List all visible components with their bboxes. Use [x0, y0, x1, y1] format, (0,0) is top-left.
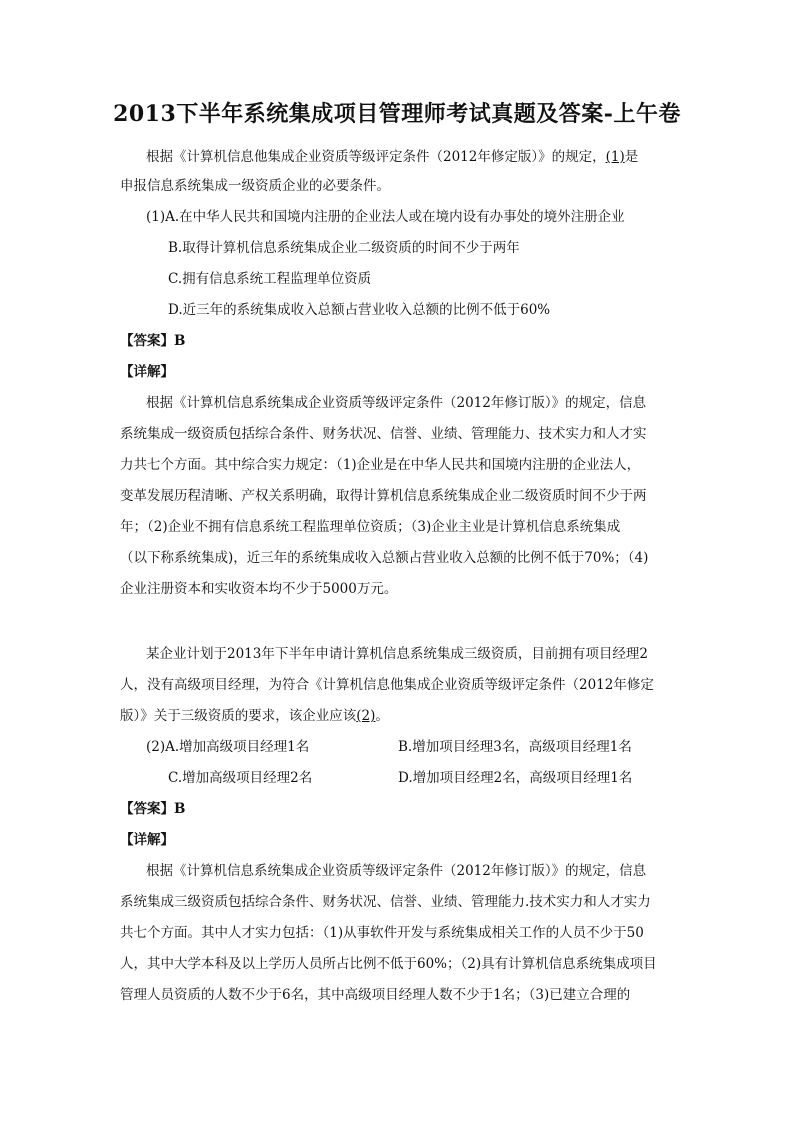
q1-detail-label: 【详解】 [120, 364, 174, 380]
q2-stem-line1: 某企业计划于2013年下半年申请计算机信息系统集成三级资质，目前拥有项目经理2 [146, 646, 648, 662]
q2-answer: 【答案】B [120, 801, 186, 817]
q1-option-a: (1)A.在中华人民共和国境内注册的企业法人或在境内设有办事处的境外注册企业 [146, 209, 625, 225]
q1-detail-line: 变革发展历程清晰、产权关系明确，取得计算机信息系统集成企业二级资质时间不少于两 [120, 488, 647, 504]
q1-detail-line: 力共七个方面。其中综合实力规定：（1)企业是在中华人民共和国境内注册的企业法人， [120, 457, 641, 473]
q2-blank: (2) [356, 708, 376, 724]
q1-stem-line1 [146, 146, 638, 168]
q2-option-a: (2)A.增加高级项目经理1名 [146, 739, 310, 755]
document-title: 2013下半年系统集成项目管理师考试真题及答案-上午卷 [113, 101, 681, 127]
q1-detail-line: 系统集成一级资质包括综合条件、财务状况、信誉、业绩、管理能力、技术实力和人才实 [120, 426, 647, 442]
q1-option-c: C.拥有信息系统工程监理单位资质 [168, 271, 372, 287]
q2-option-b: B.增加项目经理3名，高级项目经理1名 [398, 739, 632, 755]
q2-detail-label: 【详解】 [120, 832, 174, 848]
q1-stem-line2: 申报信息系统集成一级资质企业的必要条件。 [120, 178, 390, 194]
q2-stem-line2: 人，没有高级项目经理，为符合《计算机信息他集成企业资质等级评定条件（2012年修定 [120, 677, 654, 693]
q1-detail-line: 企业注册资本和实收资本均不少于5000万元。 [120, 581, 398, 597]
q2-detail-line: 根据《计算机信息系统集成企业资质等级评定条件（2012年修订版）》的规定，信息 [146, 863, 647, 879]
q2-stem-pre: 版）》关于三级资质的要求，该企业应该 [120, 708, 357, 724]
q2-option-c: C.增加高级项目经理2名 [168, 770, 313, 786]
q1-stem-post: 是 [624, 149, 639, 165]
q2-detail-line: 人，其中大学本科及以上学历人员所占比例不低于60%；（2)具有计算机信息系统集成项目 [120, 956, 657, 972]
q2-detail-line: 系统集成三级资质包括综合条件、财务状况、信誉、业绩、管理能力.技术实力和人才实力 [120, 894, 651, 910]
q1-blank: (1) [605, 149, 625, 165]
q1-stem-pre: 根据《计算机信息他集成企业资质等级评定条件（2012年修定版）》的规定， [146, 149, 606, 165]
q2-option-d: D.增加项目经理2名，高级项目经理1名 [398, 770, 633, 786]
q2-stem-post: 。 [375, 708, 389, 724]
q1-detail-line: 根据《计算机信息系统集成企业资质等级评定条件（2012年修订版）》的规定，信息 [146, 395, 647, 411]
q2-detail-line: 共七个方面。其中人才实力包括：（1)从事软件开发与系统集成相关工作的人员不少于50 [120, 925, 644, 941]
q1-detail-line: 年；（2)企业不拥有信息系统工程监理单位资质；（3)企业主业是计算机信息系统集成 [120, 519, 621, 535]
q1-answer: 【答案】B [120, 333, 186, 349]
q1-option-b: B.取得计算机信息系统集成企业二级资质的时间不少于两年 [168, 240, 520, 256]
q2-stem-line3 [120, 705, 389, 727]
q1-option-d: D.近三年的系统集成收入总额占营业收入总额的比例不低于60% [168, 302, 551, 318]
q2-detail-line: 管理人员资质的人数不少于6名，其中高级项目经理人数不少于1名；（3)已建立合理的 [120, 987, 631, 1003]
q1-detail-line: （以下称系统集成)，近三年的系统集成收入总额占营业收入总额的比例不低于70%；（4) [120, 550, 649, 566]
